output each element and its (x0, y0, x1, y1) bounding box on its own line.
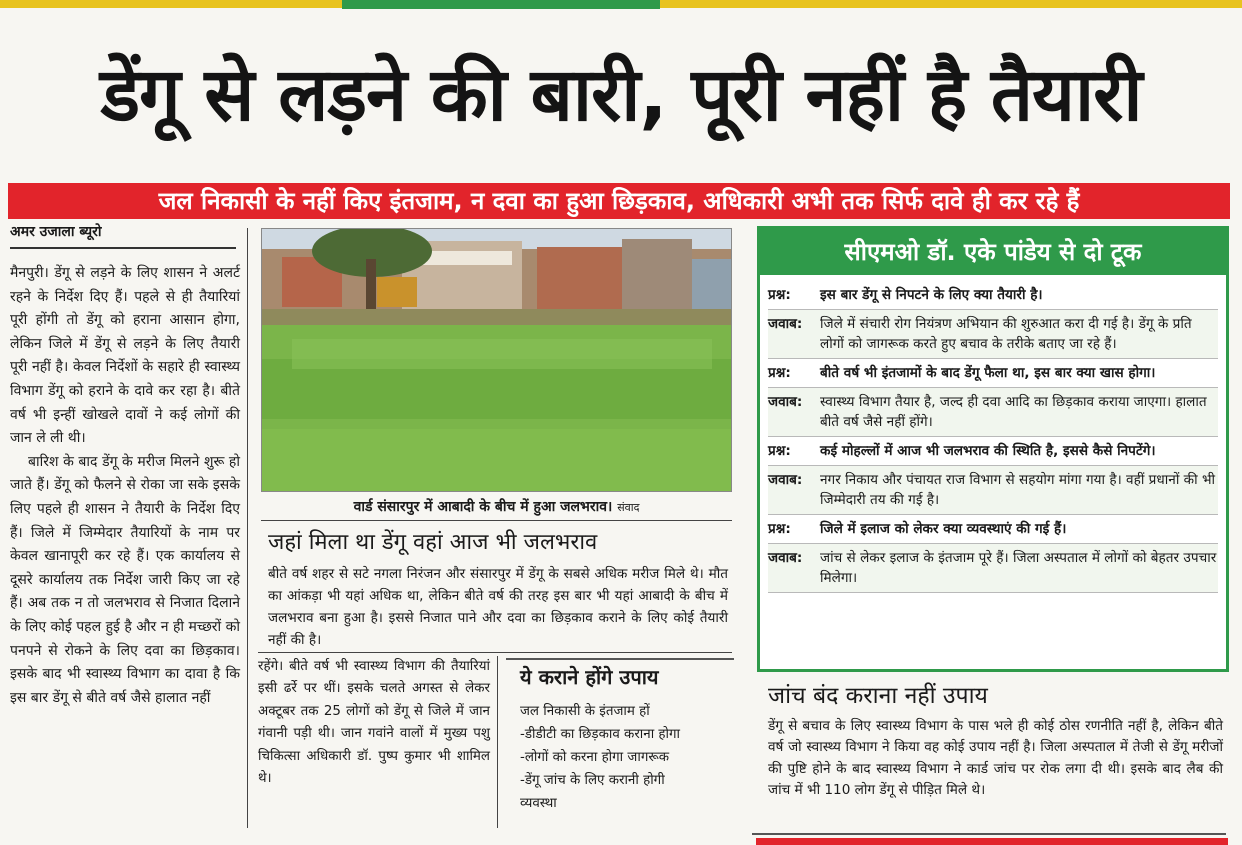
question-text: जिले में इलाज को लेकर क्या व्यवस्थाएं की गई हैं। (820, 521, 1067, 537)
interview-answer (768, 310, 1218, 359)
question-label: प्रश्न: (768, 365, 791, 381)
question-text: कई मोहल्लों में आज भी जलभराव की स्थिति है, इससे कैसे निपटेंगे। (820, 443, 1156, 459)
interview-title: सीएमओ डॉ. एके पांडेय से दो टूक (760, 229, 1226, 275)
main-story-para-1: मैनपुरी। डेंगू से लड़ने के लिए शासन ने अलर्ट रहने के निर्देश दिए हैं। पहले से ही तैयारियां पूरी होंगी तो डेंगू को हराना आसान होगा, लेकिन जिले में डेंगू से लड़ने के लिए तैयारी पूरी नहीं है। केवल निर्देशों के सहारे ही स्वास्थ्य विभाग डेंगू को हराने के दावे कर रहा है। बीते वर्ष भी इन्हीं खोखले दावों ने कई लोगों की जान ले ली थी। (10, 265, 240, 447)
footer-divider (752, 833, 1226, 835)
measures-list (506, 700, 734, 815)
interview-answer (768, 388, 1218, 437)
measures-title: ये कराने होंगे उपाय (520, 665, 659, 689)
measures-box (506, 658, 734, 828)
answer-label: जवाब: (768, 394, 803, 410)
measures-item: जल निकासी के इंतजाम हों (520, 704, 650, 719)
divider (258, 652, 732, 653)
waterlogging-photo (261, 228, 732, 492)
measures-item: -डीडीटी का छिड़काव कराना होगा (520, 727, 681, 742)
main-story-column (10, 262, 240, 710)
story2-title: जहां मिला था डेंगू वहां आज भी जलभराव (268, 530, 598, 555)
answer-text: स्वास्थ्य विभाग तैयार है, जल्द ही दवा आदि का छिड़काव कराया जाएगा। हालात बीते वर्ष जैसे नहीं होंगे। (820, 394, 1207, 430)
interview-question (768, 359, 1218, 388)
question-label: प्रश्न: (768, 521, 791, 537)
measures-item: व्यवस्था (520, 796, 557, 811)
footer-red-strip (756, 838, 1228, 845)
top-green-strip (342, 0, 660, 9)
measures-item: -डेंगू जांच के लिए करानी होगी (520, 773, 665, 788)
answer-text: नगर निकाय और पंचायत राज विभाग से सहयोग मांगा गया है। वहीं प्रधानों की भी जिम्मेदारी तय की गई है। (820, 472, 1216, 508)
interview-question (768, 515, 1218, 544)
column-divider (497, 656, 498, 828)
byline: अमर उजाला ब्यूरो (10, 222, 236, 249)
question-label: प्रश्न: (768, 443, 791, 459)
interview-list (768, 281, 1218, 593)
main-story-para-2: बारिश के बाद डेंगू के मरीज मिलने शुरू हो जाते हैं। डेंगू को फैलने से रोका जा सके इसके लिए पहले ही शासन ने तैयारी के निर्देश दिए हैं। जिले में जिम्मेदार तैयारियों के नाम पर केवल खानापूरी कर रहे हैं। एक कार्यालय से दूसरे कार्यालय तक निर्देश जारी किए जा रहे हैं। अब तक न तो जलभराव से निजात दिलाने के लिए कोई पहल हुई है और न ही मच्छरों को पनपने से रोकने के लिए दवा का छिड़काव। इसके बाद भी स्वास्थ्य विभाग का दावा है कि इस बार डेंगू से बीते वर्ष जैसे हालात नहीं (10, 453, 240, 706)
photo-illustration (262, 229, 732, 492)
photo-credit: संवाद (617, 501, 640, 514)
question-text: इस बार डेंगू से निपटने के लिए क्या तैयारी है। (820, 287, 1043, 303)
interview-answer (768, 466, 1218, 515)
interview-question (768, 281, 1218, 310)
answer-label: जवाब: (768, 550, 803, 566)
subheadline-banner: जल निकासी के नहीं किए इंतजाम, न दवा का हुआ छिड़काव, अधिकारी अभी तक सिर्फ दावे ही कर रहे हैं (8, 183, 1230, 219)
interview-answer (768, 544, 1218, 593)
column-divider (247, 228, 248, 828)
measures-item: -लोगों को करना होगा जागरूक (520, 750, 670, 765)
story3-body: डेंगू से बचाव के लिए स्वास्थ्य विभाग के पास भले ही कोई ठोस रणनीति नहीं है, लेकिन बीते वर्ष जो स्वास्थ्य विभाग ने किया वह कोई उपाय नहीं है। जिला अस्पताल में तेजी से डेंगू मरीजों की पुष्टि होने के बाद स्वास्थ्य विभाग ने कार्ड जांच पर रोक लगा दी थी। इसके बाद लैब की जांच में भी 110 लोग डेंगू से पीड़ित मिले थे। (768, 718, 1223, 799)
photo-caption-text: वार्ड संसारपुर में आबादी के बीच में हुआ जलभराव। (353, 499, 613, 515)
answer-label: जवाब: (768, 316, 803, 332)
main-story-continuation: रहेंगे। बीते वर्ष भी स्वास्थ्य विभाग की तैयारियां इसी ढर्रे पर थीं। इसके चलते अगस्त से लेकर अक्टूबर तक 25 लोगों को डेंगू से जिले में जान गंवानी पड़ी थी। जान गवांने वालों में मुख्य पशु चिकित्सा अधिकारी डॉ. पुष्प कुमार भी शामिल थे। (258, 659, 490, 787)
story2-body: बीते वर्ष शहर से सटे नगला निरंजन और संसारपुर में डेंगू के सबसे अधिक मरीज मिले थे। मौत का आंकड़ा भी यहां अधिक था, लेकिन बीते वर्ष की तरह इस बार भी यहां आबादी के बीच में जलभराव बना हुआ है। इससे निजात पाने और दवा का छिड़काव कराने के लिए कोई तैयारी नहीं की है। (268, 566, 728, 648)
interview-box (757, 226, 1229, 672)
divider (261, 520, 732, 521)
question-label: प्रश्न: (768, 287, 791, 303)
question-text: बीते वर्ष भी इंतजामों के बाद डेंगू फैला था, इस बार क्या खास होगा। (820, 365, 1156, 381)
photo-caption (261, 495, 732, 519)
interview-question (768, 437, 1218, 466)
answer-text: जिले में संचारी रोग नियंत्रण अभियान की शुरुआत करा दी गई है। डेंगू के प्रति लोगों को जागरूक करते हुए बचाव के तरीके बताए जा रहे हैं। (820, 316, 1192, 352)
headline: डेंगू से लड़ने की बारी, पूरी नहीं है तैयारी (100, 52, 1142, 138)
story3-title: जांच बंद कराना नहीं उपाय (768, 683, 988, 709)
answer-text: जांच से लेकर इलाज के इंतजाम पूरे हैं। जिला अस्पताल में लोगों को बेहतर उपचार मिलेगा। (820, 550, 1217, 586)
answer-label: जवाब: (768, 472, 803, 488)
